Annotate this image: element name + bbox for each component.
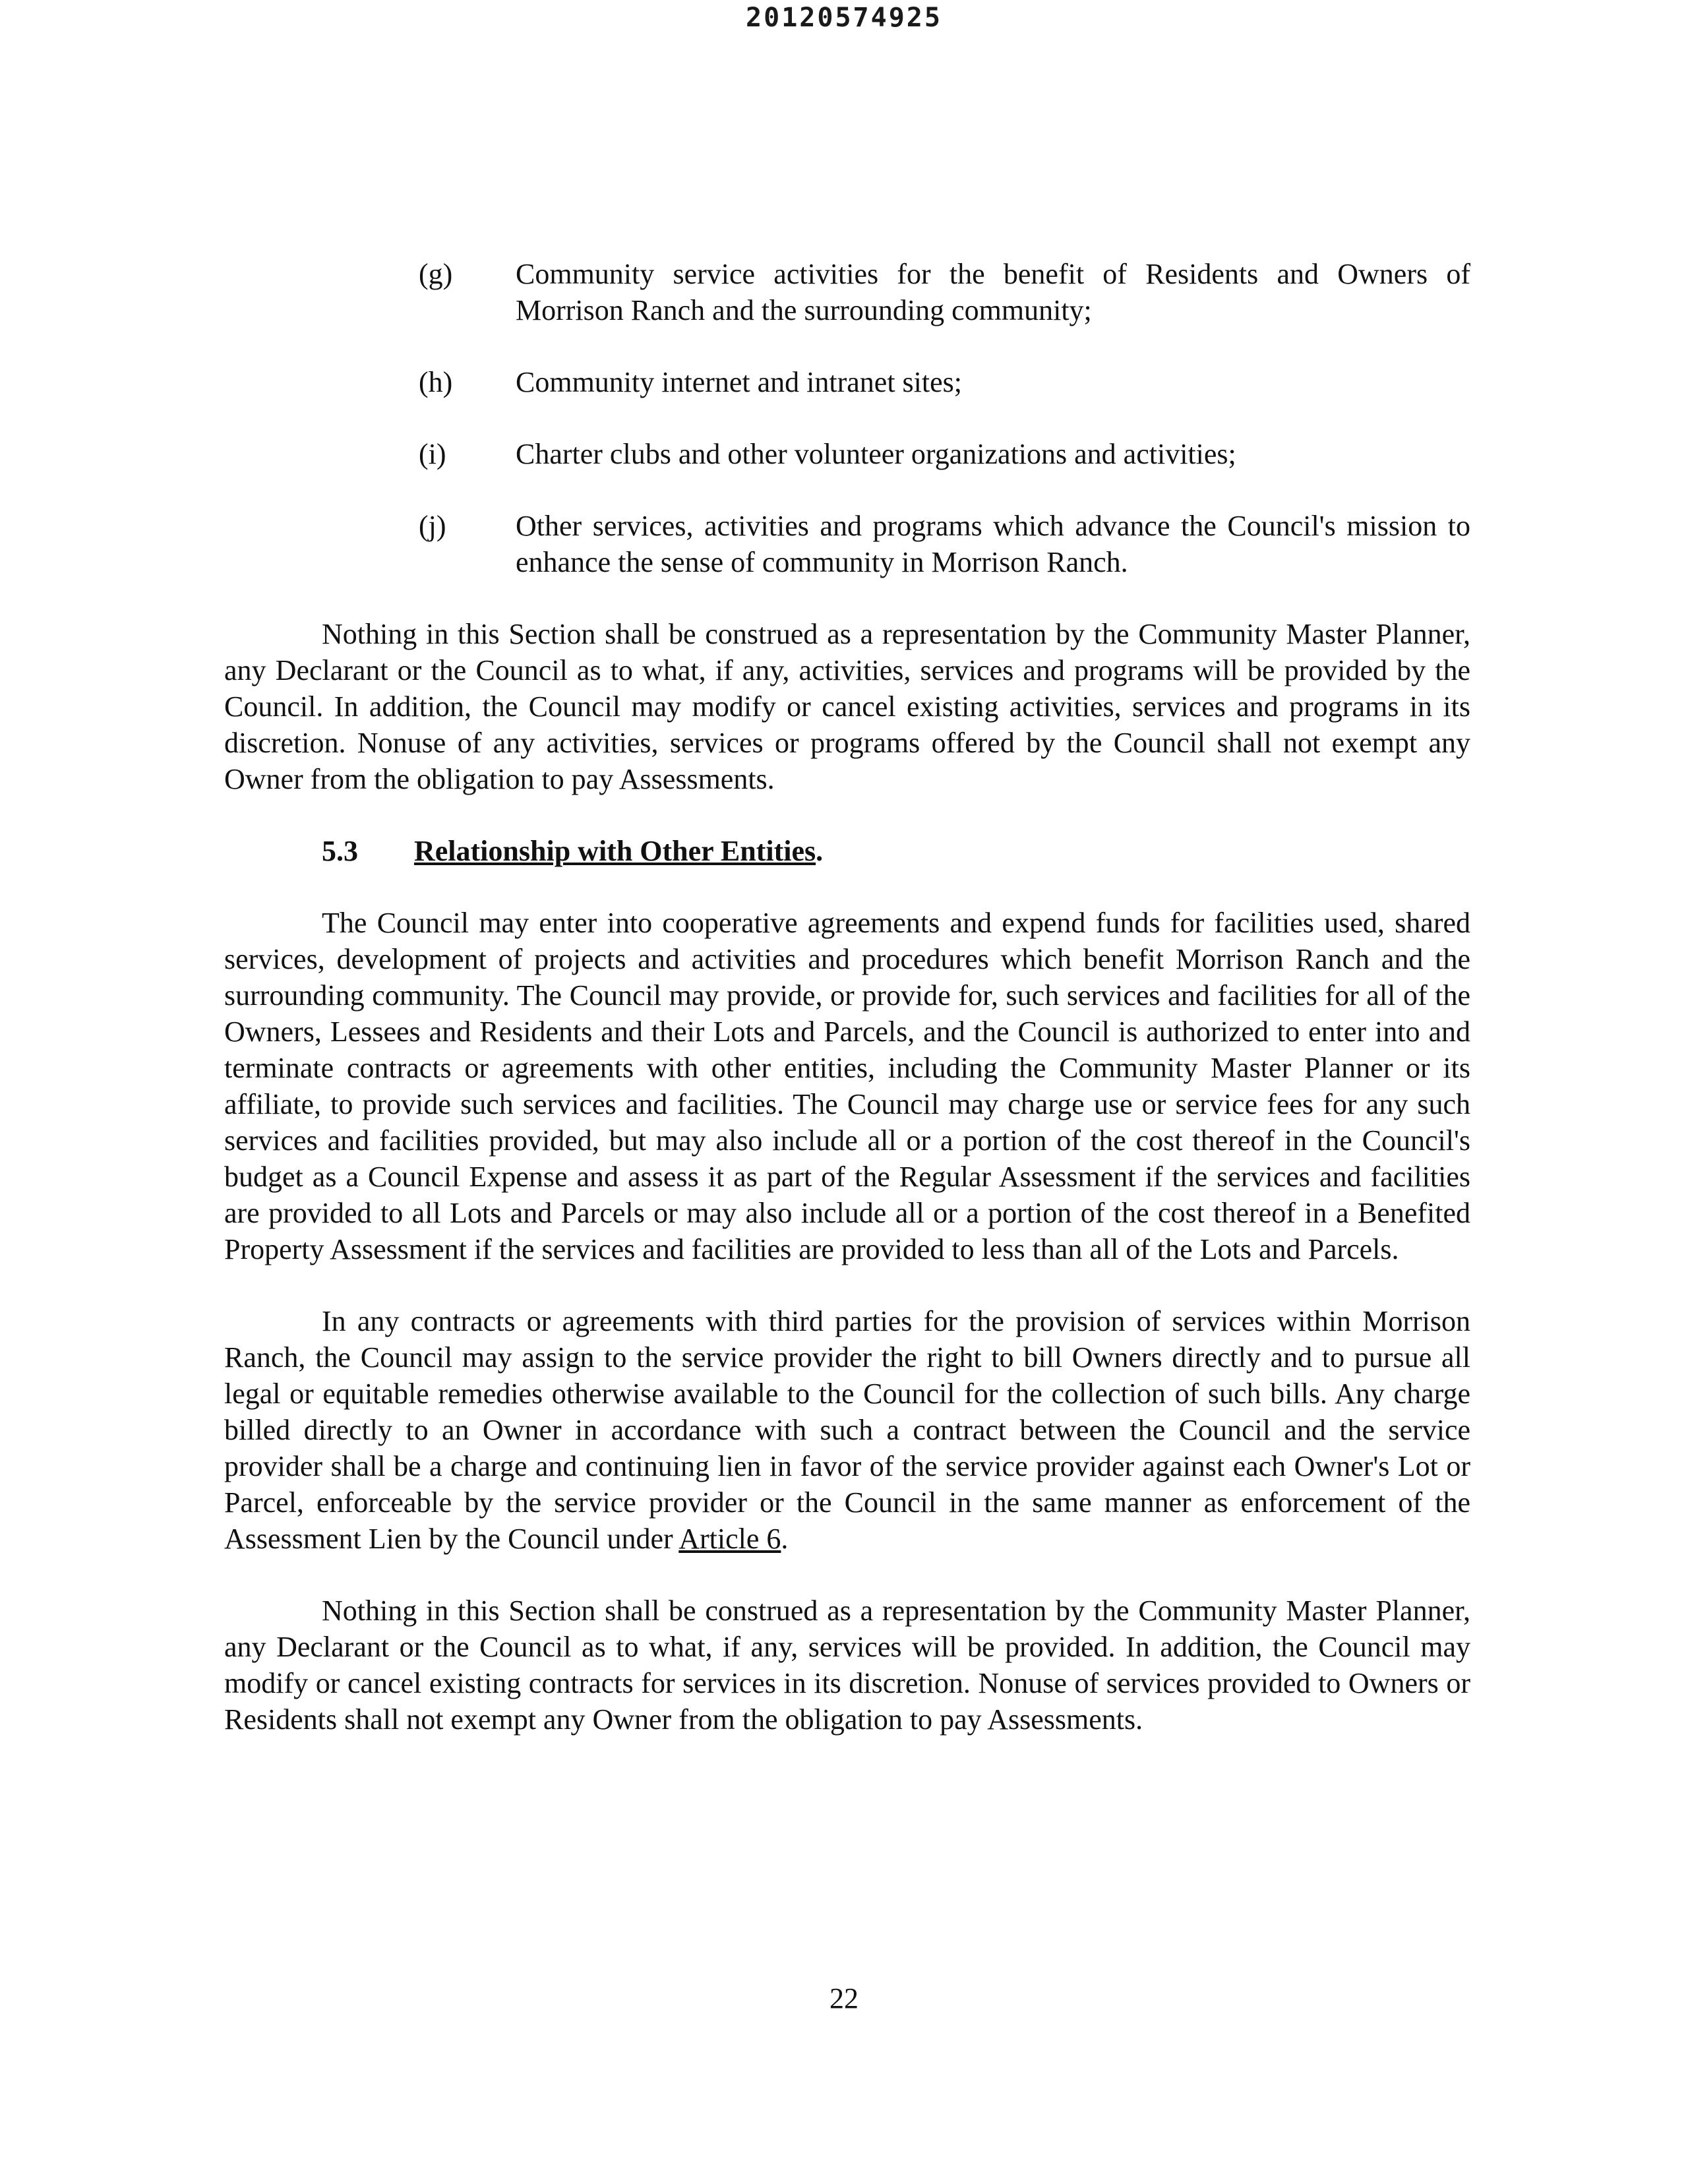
section-title-period: . — [816, 835, 824, 867]
list-item — [224, 256, 1470, 328]
section-number: 5.3 — [322, 835, 358, 867]
list-item — [224, 364, 1470, 400]
list-item-marker: (i) — [419, 438, 446, 470]
paragraph-nothing-activities: Nothing in this Section shall be construed as a representation by the Community Master Planner, any Declarant or the Council as to what, if any, activities, services and programs will be provided by the Council. In addition, the Council may modify or cancel existing activities, services and programs in its discretion. Nonuse of any activities, services or programs offered by the Council shall not exempt any Owner from the obligation to pay Assessments. — [224, 618, 1470, 795]
paragraph-cooperative-agreements: The Council may enter into cooperative agreements and expend funds for facilities used, shared services, development of projects and activities and procedures which benefit Morrison Ranch and the surrounding community. The Council may provide, or provide for, such services and facilities for all of the Owners, Lessees and Residents and their Lots and Parcels, and the Council is authorized to enter into and terminate contracts or agreements with other entities, including the Community Master Planner or its affiliate, to provide such services and facilities. The Council may charge use or service fees for any such services and facilities provided, but may also include all or a portion of the cost thereof in the Council's budget as a Council Expense and assess it as part of the Regular Assessment if the services and facilities are provided to all Lots and Parcels or may also include all or a portion of the cost thereof in a Benefited Property Assessment if the services and facilities are provided to less than all of the Lots and Parcels. — [224, 907, 1470, 1265]
document-number: 20120574925 — [746, 3, 942, 33]
paragraph-nothing-services: Nothing in this Section shall be construed as a representation by the Community Master Planner, any Declarant or the Council as to what, if any, services will be provided. In addition, the Council may modify or cancel existing contracts for services in its discretion. Nonuse of services provided to Owners or Residents shall not exempt any Owner from the obligation to pay Assessments. — [224, 1594, 1470, 1736]
list-item-marker: (h) — [419, 366, 453, 398]
list-item-text: Community service activities for the benefit of Residents and Owners of Morrison Ranch and the surrounding community; — [516, 258, 1470, 326]
list-item — [224, 436, 1470, 472]
page-number: 22 — [829, 1982, 859, 2015]
paragraph-third-party-contracts — [224, 1303, 1470, 1557]
article-reference-link[interactable]: Article 6 — [678, 1523, 781, 1555]
list-item-text: Community internet and intranet sites; — [516, 366, 962, 398]
list-item-text: Other services, activities and programs which advance the Council's mission to enhance the sense of community in Morrison Ranch. — [516, 510, 1470, 578]
paragraph-text: In any contracts or agreements with third parties for the provision of services within Morrison Ranch, the Council may assign to the service provider the right to bill Owners directly and to pursue all legal or equitable remedies otherwise available to the Council for the collection of such bills. Any charge billed directly to an Owner in accordance with such a contract between the Council and the service provider shall be a charge and continuing lien in favor of the service provider against each Owner's Lot or Parcel, enforceable by the service provider or the Council in the same manner as enforcement of the Assessment Lien by the Council under — [224, 1305, 1470, 1555]
section-title: Relationship with Other Entities — [414, 835, 816, 867]
list-item — [224, 508, 1470, 580]
list-item-marker: (g) — [419, 258, 453, 290]
section-heading — [224, 833, 1470, 869]
list-item-text: Charter clubs and other volunteer organizations and activities; — [516, 438, 1236, 470]
paragraph-end: . — [781, 1523, 789, 1555]
document-body — [224, 256, 1470, 1773]
list-item-marker: (j) — [419, 510, 446, 542]
